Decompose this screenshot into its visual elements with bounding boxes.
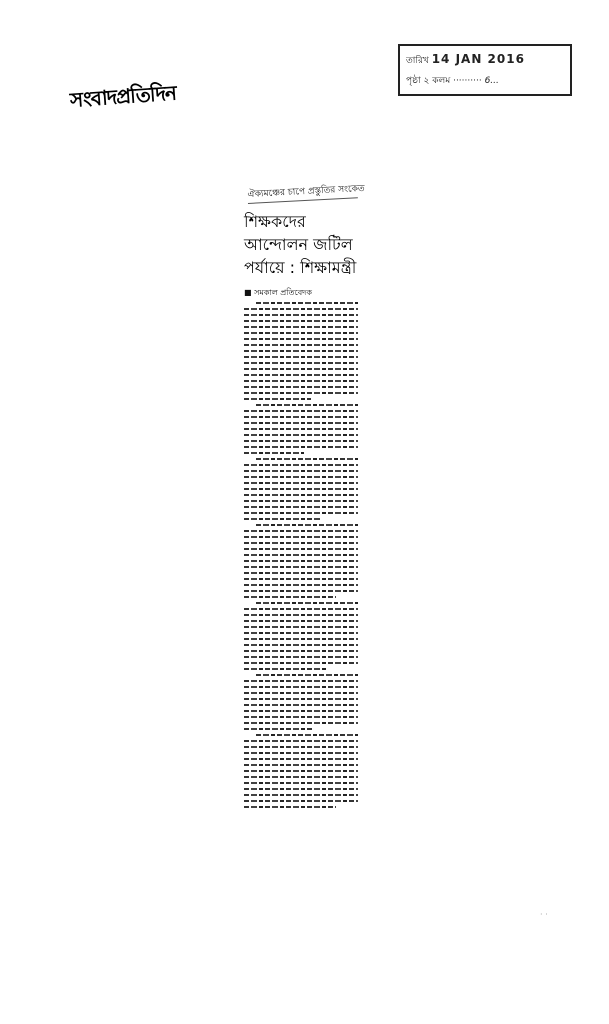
text-line: [244, 362, 358, 364]
text-line: [244, 428, 358, 430]
text-line: [244, 446, 358, 448]
article-byline: ■ সমকাল প্রতিবেদক: [244, 288, 312, 297]
article-headline: [244, 210, 358, 279]
text-line: [244, 680, 358, 682]
article-paragraph: [244, 524, 358, 598]
text-line: [244, 386, 358, 388]
text-line: [244, 482, 358, 484]
stamp-signature: 6...: [484, 76, 499, 86]
text-line: [244, 320, 358, 322]
text-line: [244, 512, 358, 514]
text-line: [244, 476, 358, 478]
stamp-date-row: [406, 49, 564, 71]
stamp-column-label: কলম: [432, 76, 451, 86]
stamp-date: 14 JAN 2016: [431, 52, 525, 66]
text-line: [244, 326, 358, 328]
article-paragraph: [244, 734, 358, 808]
text-line: [256, 674, 358, 676]
article-paragraph: [244, 602, 358, 670]
text-line: [256, 734, 358, 736]
text-line: [244, 464, 358, 466]
text-line: [244, 368, 358, 370]
text-line: [244, 650, 358, 652]
text-line: [244, 332, 358, 334]
text-line: [244, 542, 358, 544]
text-line: [244, 422, 358, 424]
text-line: [244, 500, 358, 502]
text-line: [244, 440, 358, 442]
text-line: [244, 800, 358, 802]
text-line: [256, 524, 358, 526]
text-line: [244, 536, 358, 538]
text-line: [244, 314, 358, 316]
text-line: [244, 518, 320, 520]
article-body: [244, 302, 358, 808]
text-line: [244, 470, 358, 472]
text-line: [256, 404, 358, 406]
text-line: [244, 704, 358, 706]
text-line: [244, 776, 358, 778]
text-line: [244, 494, 358, 496]
text-line: [244, 560, 358, 562]
text-line: [244, 548, 358, 550]
stamp-date-label: তারিখ: [406, 56, 429, 66]
text-line: [244, 308, 358, 310]
stamp-page-row: পৃষ্ঠা ২ কলম ·········· 6...: [406, 76, 499, 86]
text-line: [244, 416, 358, 418]
text-line: [244, 752, 358, 754]
stamp-page-label: পৃষ্ঠা: [406, 76, 421, 86]
text-line: [256, 458, 358, 460]
article-kicker: ঐক্যমঞ্চের চাপে প্রস্তুতির সংকেত: [247, 182, 358, 204]
stamp-page-value: ২: [423, 76, 430, 86]
text-line: [244, 566, 358, 568]
text-line: [244, 782, 358, 784]
text-line: [244, 806, 336, 808]
text-line: [244, 596, 336, 598]
text-line: [244, 398, 311, 400]
text-line: [244, 452, 304, 454]
text-line: [244, 698, 358, 700]
text-line: [244, 716, 358, 718]
headline-line-2: আন্দোলন জটিল: [244, 235, 353, 254]
text-line: [244, 620, 358, 622]
text-line: [244, 746, 358, 748]
text-line: [244, 608, 358, 610]
text-line: [244, 572, 358, 574]
text-line: [244, 506, 358, 508]
text-line: [244, 530, 358, 532]
text-line: [256, 302, 358, 304]
text-line: [244, 350, 358, 352]
text-line: [244, 338, 358, 340]
text-line: [244, 632, 358, 634]
text-line: [244, 344, 358, 346]
text-line: [244, 692, 358, 694]
article-paragraph: [244, 404, 358, 454]
article-paragraph: [244, 674, 358, 730]
archive-date-stamp: [398, 44, 572, 96]
scan-edge-marks: · ·: [540, 910, 548, 919]
text-line: [244, 578, 358, 580]
article-paragraph: [244, 458, 358, 520]
text-line: [244, 554, 358, 556]
text-line: [244, 740, 358, 742]
text-line: [244, 764, 358, 766]
text-line: [244, 662, 358, 664]
text-line: [244, 644, 358, 646]
text-line: [244, 728, 312, 730]
text-line: [244, 614, 358, 616]
text-line: [244, 392, 358, 394]
text-line: [244, 770, 358, 772]
newspaper-masthead: সংবাদপ্রতিদিন: [69, 80, 177, 112]
text-line: [244, 488, 358, 490]
text-line: [244, 584, 358, 586]
text-line: [244, 374, 358, 376]
text-line: [244, 668, 328, 670]
text-line: [244, 590, 358, 592]
text-line: [244, 638, 358, 640]
headline-line-1: শিক্ষকদের: [244, 212, 306, 231]
text-line: [244, 356, 358, 358]
text-line: [244, 710, 358, 712]
text-line: [244, 758, 358, 760]
text-line: [244, 788, 358, 790]
text-line: [244, 686, 358, 688]
text-line: [244, 626, 358, 628]
text-line: [244, 794, 358, 796]
text-line: [244, 410, 358, 412]
text-line: [244, 722, 358, 724]
text-line: [244, 656, 358, 658]
text-line: [244, 434, 358, 436]
article-paragraph: [244, 302, 358, 400]
text-line: [256, 602, 358, 604]
text-line: [244, 380, 358, 382]
headline-line-3: পর্যায়ে : শিক্ষামন্ত্রী: [244, 258, 357, 277]
news-article: [244, 183, 365, 812]
